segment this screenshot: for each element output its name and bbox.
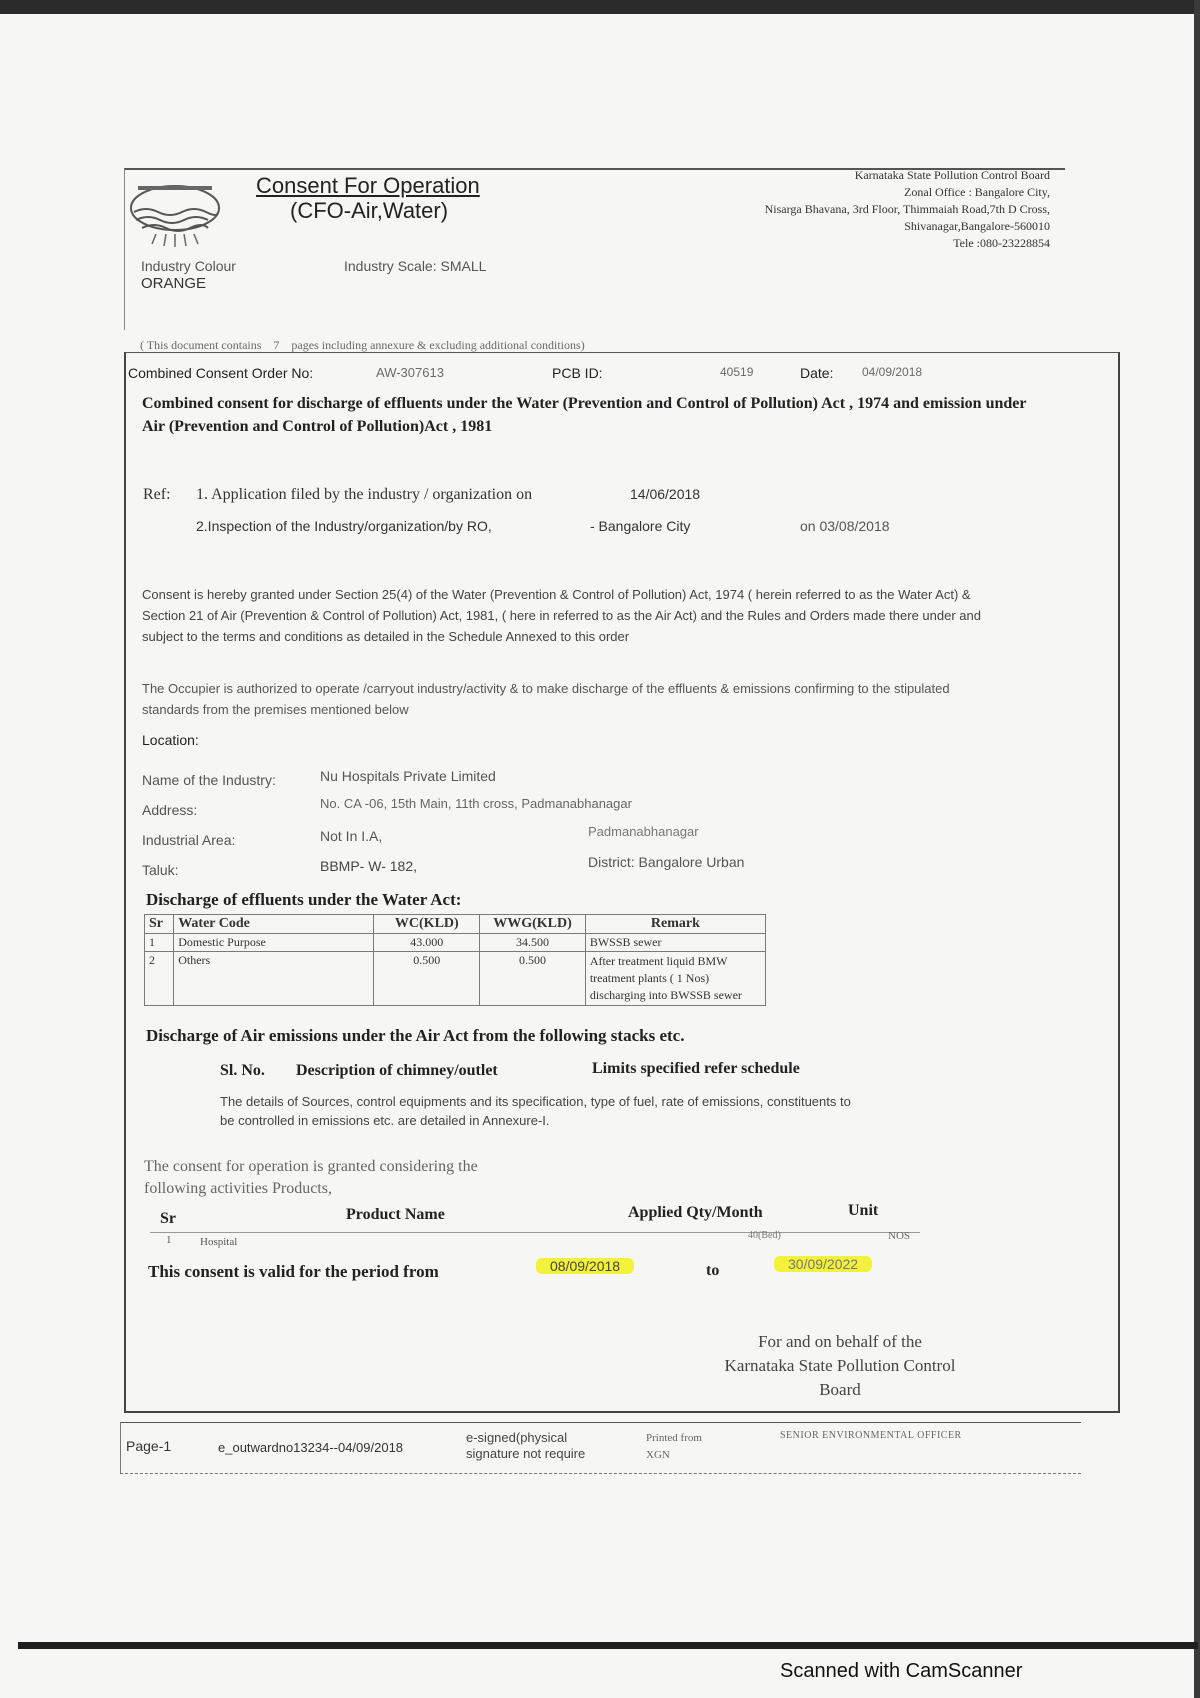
- order-number: AW-307613: [376, 365, 444, 380]
- camscanner-watermark: Scanned with CamScanner: [780, 1660, 1023, 1682]
- col-wc: WC(KLD): [374, 915, 480, 934]
- industry-scale: Industry Scale: SMALL: [344, 258, 487, 274]
- row2-code: Others: [174, 952, 374, 1006]
- product-col-unit: Unit: [848, 1202, 879, 1219]
- products-intro-2: following activities Products,: [144, 1180, 332, 1197]
- industry-address: No. CA -06, 15th Main, 11th cross, Padmanabhanagar: [320, 796, 632, 811]
- row1-code: Domestic Purpose: [174, 934, 374, 952]
- row1-wc: 43.000: [374, 934, 480, 952]
- signature-line-3: Board: [819, 1380, 861, 1399]
- product-row-unit: NOS: [888, 1230, 911, 1242]
- esigned-line-1: e-signed(physical: [466, 1430, 568, 1445]
- row1-remark: BWSSB sewer: [585, 934, 765, 952]
- esigned-line-2: signature not require: [466, 1446, 586, 1461]
- ref-item-2: 2.Inspection of the Industry/organization/by RO,: [196, 518, 492, 534]
- products-intro-1: The consent for operation is granted considering the: [144, 1158, 478, 1175]
- order-date-label: Date:: [800, 365, 834, 381]
- printed-line-2: XGN: [646, 1449, 670, 1461]
- industry-name: Nu Hospitals Private Limited: [320, 768, 496, 784]
- row1-sr: 1: [145, 934, 174, 952]
- footer-officer: SENIOR ENVIRONMENTAL OFFICER: [780, 1430, 962, 1441]
- industry-colour-label: Industry Colour: [141, 258, 236, 274]
- document-page-note: ( This document contains 7 pages including annexure & excluding additional conditions): [140, 338, 585, 352]
- board-address-block: [570, 167, 1050, 252]
- board-address-1: Nisarga Bhavana, 3rd Floor, Thimmaiah Road,7th D Cross,: [764, 202, 1050, 216]
- consent-paragraph: Consent is hereby granted under Section 25(4) of the Water (Prevention & Control of Pollution) Act, 1974 ( herein referred to as the Water Act) & Section 21 of Air (Prevention & Control of Pollution) Act, 1981, ( here in referred to as the Air Act) and the Rules and Orders made there under and subject to the terms and conditions as detailed in the Schedule Annexed to this order: [142, 587, 981, 644]
- product-row-name: Hospital: [200, 1236, 238, 1248]
- product-row-qty: 40(Bed): [748, 1230, 781, 1241]
- consent-heading: Combined consent for discharge of effluents under the Water (Prevention and Control of Pollution) Act , 1974 and emission under Air (Prevention and Control of Pollution)Act , 1981: [142, 395, 1027, 435]
- ref-label: Ref:: [143, 486, 171, 503]
- footer-page: Page-1: [126, 1438, 172, 1454]
- industry-name-label: Name of the Industry:: [142, 772, 276, 788]
- col-wwg: WWG(KLD): [480, 915, 586, 934]
- product-col-qty: Applied Qty/Month: [628, 1204, 763, 1221]
- row2-wc: 0.500: [374, 952, 480, 1006]
- inspection-date: on 03/08/2018: [800, 518, 890, 534]
- printed-line-1: Printed from: [646, 1432, 702, 1444]
- air-col-limits: Limits specified refer schedule: [592, 1060, 800, 1077]
- product-table-rule: [150, 1232, 920, 1233]
- order-date: 04/09/2018: [862, 365, 923, 379]
- taluk-label: Taluk:: [142, 862, 179, 878]
- row2-remark: After treatment liquid BMW treatment plants ( 1 Nos) discharging into BWSSB sewer: [585, 952, 765, 1006]
- air-details-note: The details of Sources, control equipments and its specification, type of fuel, rate of emissions, constituents to be controlled in emissions etc. are detailed in Annexure-I.: [220, 1094, 851, 1128]
- pcb-id: 40519: [720, 365, 754, 379]
- ref-item-1: 1. Application filed by the industry / organization on: [196, 486, 533, 503]
- product-col-name: Product Name: [346, 1206, 445, 1223]
- table-row: [145, 934, 766, 952]
- zonal-office: Zonal Office : Bangalore City,: [904, 185, 1050, 199]
- board-tele: Tele :080-23228854: [953, 236, 1050, 250]
- address-label: Address:: [142, 802, 198, 818]
- valid-from-date: [536, 1258, 634, 1274]
- pcb-id-label: PCB ID:: [552, 365, 603, 381]
- area-place: Padmanabhanagar: [588, 824, 699, 839]
- title-line2: (CFO-Air,Water): [290, 198, 449, 223]
- board-name: Karnataka State Pollution Control Board: [854, 168, 1050, 182]
- water-discharge-table: [144, 914, 766, 1006]
- col-sr: Sr: [145, 915, 174, 934]
- application-date: 14/06/2018: [630, 486, 701, 502]
- main-consent-frame: [124, 352, 1120, 1413]
- location-heading: Location:: [142, 732, 199, 748]
- board-address-2: Shivanagar,Bangalore-560010: [904, 219, 1050, 233]
- air-col-slno: Sl. No.: [220, 1062, 265, 1079]
- col-remark: Remark: [585, 915, 765, 934]
- validity-text: This consent is valid for the period from: [148, 1262, 439, 1281]
- occupier-paragraph: The Occupier is authorized to operate /carryout industry/activity & to make discharge of the effluents & emissions confirming to the stipulated standards from the premises mentioned below: [142, 681, 950, 717]
- air-act-heading: Discharge of Air emissions under the Air Act from the following stacks etc.: [146, 1026, 685, 1045]
- order-number-label: Combined Consent Order No:: [128, 365, 314, 381]
- signature-line-1: For and on behalf of the: [758, 1332, 922, 1351]
- row1-wwg: 34.500: [480, 934, 586, 952]
- water-table-header: [145, 915, 766, 934]
- footer-esigned: [466, 1430, 585, 1462]
- valid-to-date: [774, 1256, 872, 1272]
- industrial-area-label: Industrial Area:: [142, 832, 236, 848]
- taluk: BBMP- W- 182,: [320, 858, 417, 874]
- product-col-sr: Sr: [160, 1210, 176, 1227]
- water-act-heading: Discharge of effluents under the Water Act:: [146, 890, 462, 909]
- table-row: [145, 952, 766, 1006]
- scan-right-edge: [1194, 0, 1200, 1698]
- kspcb-logo-icon: [126, 178, 224, 250]
- validity-to-label: to: [706, 1262, 720, 1279]
- footer-printed: [646, 1430, 702, 1464]
- district: District: Bangalore Urban: [588, 854, 745, 870]
- title-line1: Consent For Operation: [256, 173, 480, 198]
- signature-block: [700, 1330, 980, 1402]
- inspection-place: - Bangalore City: [590, 518, 691, 534]
- air-col-description: Description of chimney/outlet: [296, 1062, 498, 1079]
- signature-line-2: Karnataka State Pollution Control: [724, 1356, 956, 1375]
- product-row-sr: 1: [166, 1234, 172, 1246]
- valid-to-highlight: 30/09/2022: [774, 1256, 872, 1272]
- industrial-area: Not In I.A,: [320, 828, 383, 844]
- row2-sr: 2: [145, 952, 174, 1006]
- col-water-code: Water Code: [174, 915, 374, 934]
- row2-wwg: 0.500: [480, 952, 586, 1006]
- scan-bottom-edge: [18, 1642, 1198, 1649]
- footer-outward-number: e_outwardno13234--04/09/2018: [218, 1440, 404, 1455]
- industry-colour-value: ORANGE: [141, 275, 207, 292]
- valid-from-highlight: 08/09/2018: [536, 1258, 634, 1274]
- scan-top-edge: [0, 0, 1200, 14]
